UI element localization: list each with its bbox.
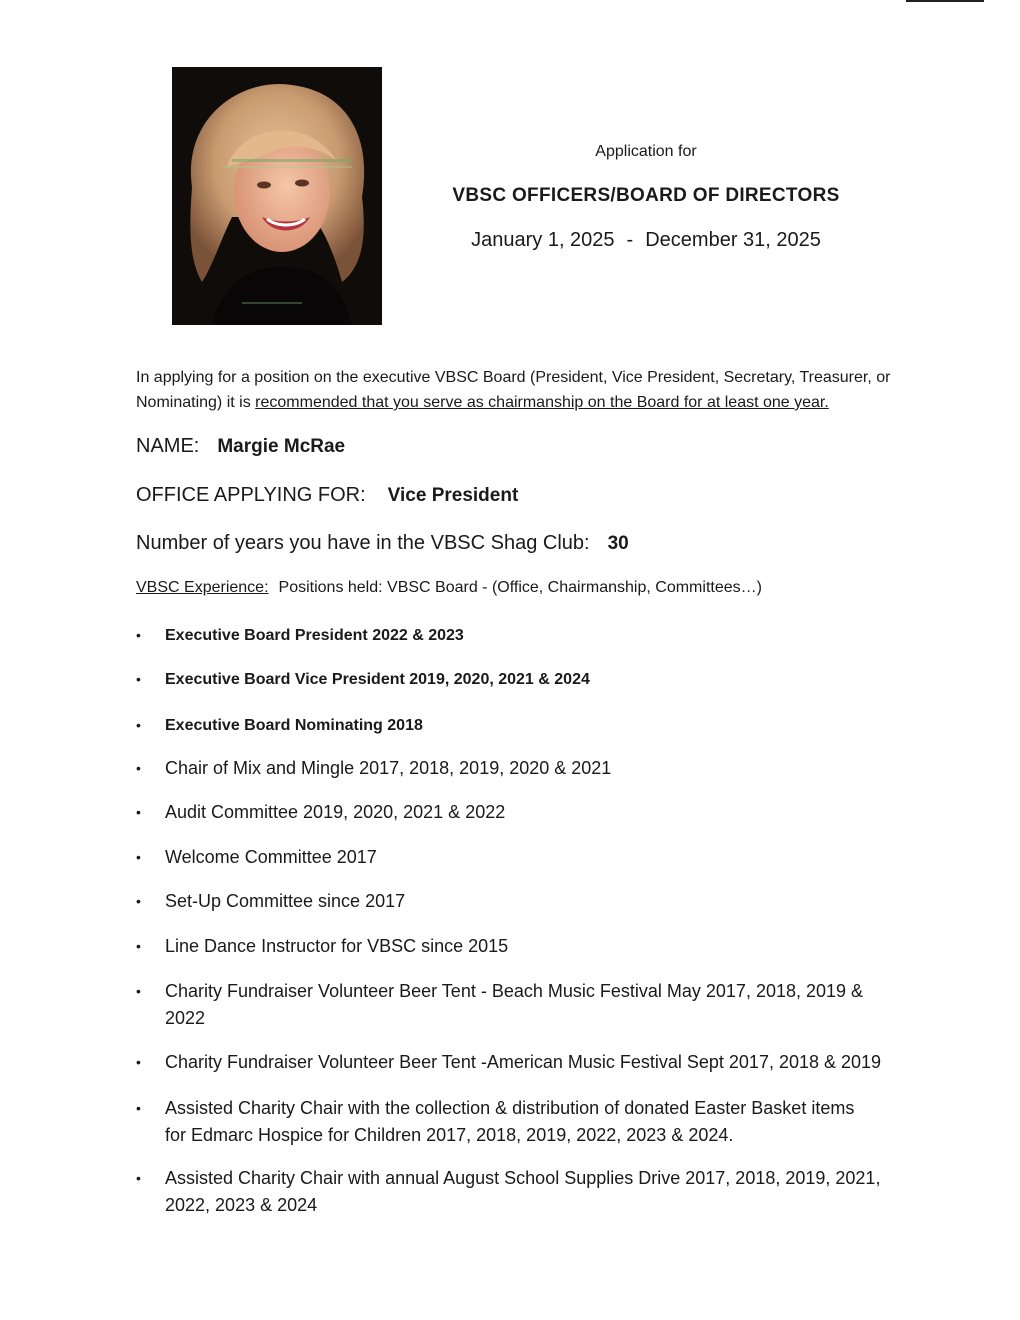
intro-text: In applying for a position on the executive VBSC Board (President, Vice President, Secretary, Treasurer, or Nominating) it is [136,369,891,411]
office-value: Vice President [387,485,519,506]
bullet: • [136,804,141,820]
list-item [136,888,906,915]
board-title: VBSC OFFICERS/BOARD OF DIRECTORS [452,185,840,206]
term-separator: - [626,229,634,251]
position-text: Audit Committee 2019, 2020, 2021 & 2022 [165,802,506,822]
list-item [136,933,906,960]
list-item [136,1049,916,1076]
list-item [136,1095,876,1149]
experience-heading [136,579,762,597]
term-end: December 31, 2025 [645,229,821,251]
years-value: 30 [607,533,629,554]
position-text: Executive Board President 2022 & 2023 [165,627,464,644]
position-text: Charity Fundraiser Volunteer Beer Tent -American Music Festival Sept 2017, 2018 & 2019 [165,1052,882,1072]
name-row [136,435,345,458]
position-text: Assisted Charity Chair with annual August School Supplies Drive 2017, 2018, 2019, 2021, 2022, 2023 & 2024 [165,1168,881,1215]
bullet: • [136,849,141,865]
list-item [136,799,906,826]
position-text: Welcome Committee 2017 [165,847,377,867]
top-rule [906,0,984,2]
bullet: • [136,1100,141,1116]
bullet: • [136,1170,141,1186]
position-text: Executive Board Vice President 2019, 2020, 2021 & 2024 [165,671,590,688]
list-item [136,978,876,1032]
bullet: • [136,983,141,999]
bullet: • [136,938,141,954]
bullet: • [136,1054,141,1070]
office-label: OFFICE APPLYING FOR: [136,484,366,506]
intro-recommendation: recommended that you serve as chairmanship on the Board for at least one year. [255,394,829,411]
position-text: Chair of Mix and Mingle 2017, 2018, 2019, 2020 & 2021 [165,758,612,778]
name-value: Margie McRae [217,436,346,457]
term-start: January 1, 2025 [471,229,615,251]
application-for-label: Application for [595,143,697,160]
experience-description: Positions held: VBSC Board - (Office, Chairmanship, Committees…) [278,579,762,596]
bullet: • [136,671,141,687]
list-item [136,755,906,782]
bullet: • [136,717,141,733]
applicant-photo [172,67,382,325]
years-row [136,532,629,555]
years-label: Number of years you have in the VBSC Shag Club: [136,532,590,554]
list-item [136,666,906,693]
bullet: • [136,893,141,909]
bullet: • [136,627,141,643]
position-text: Assisted Charity Chair with the collection & distribution of donated Easter Basket items for Edmarc Hospice for Children 2017, 2018, 2019, 2022, 2023 & 2024. [165,1098,855,1145]
experience-label: VBSC Experience: [136,579,269,596]
position-text: Charity Fundraiser Volunteer Beer Tent - Beach Music Festival May 2017, 2018, 2019 & 2022 [165,981,864,1028]
position-text: Line Dance Instructor for VBSC since 2015 [165,936,509,956]
list-item [136,844,906,871]
bullet: • [136,760,141,776]
list-item [136,712,906,739]
list-item [136,622,906,649]
term-dates [430,229,862,252]
office-row [136,484,518,507]
list-item [136,1165,886,1219]
name-label: NAME: [136,435,200,457]
position-text: Set-Up Committee since 2017 [165,891,406,911]
portrait-drawing [172,67,382,325]
intro-paragraph [136,365,896,415]
position-text: Executive Board Nominating 2018 [165,717,423,734]
application-header [430,143,862,252]
